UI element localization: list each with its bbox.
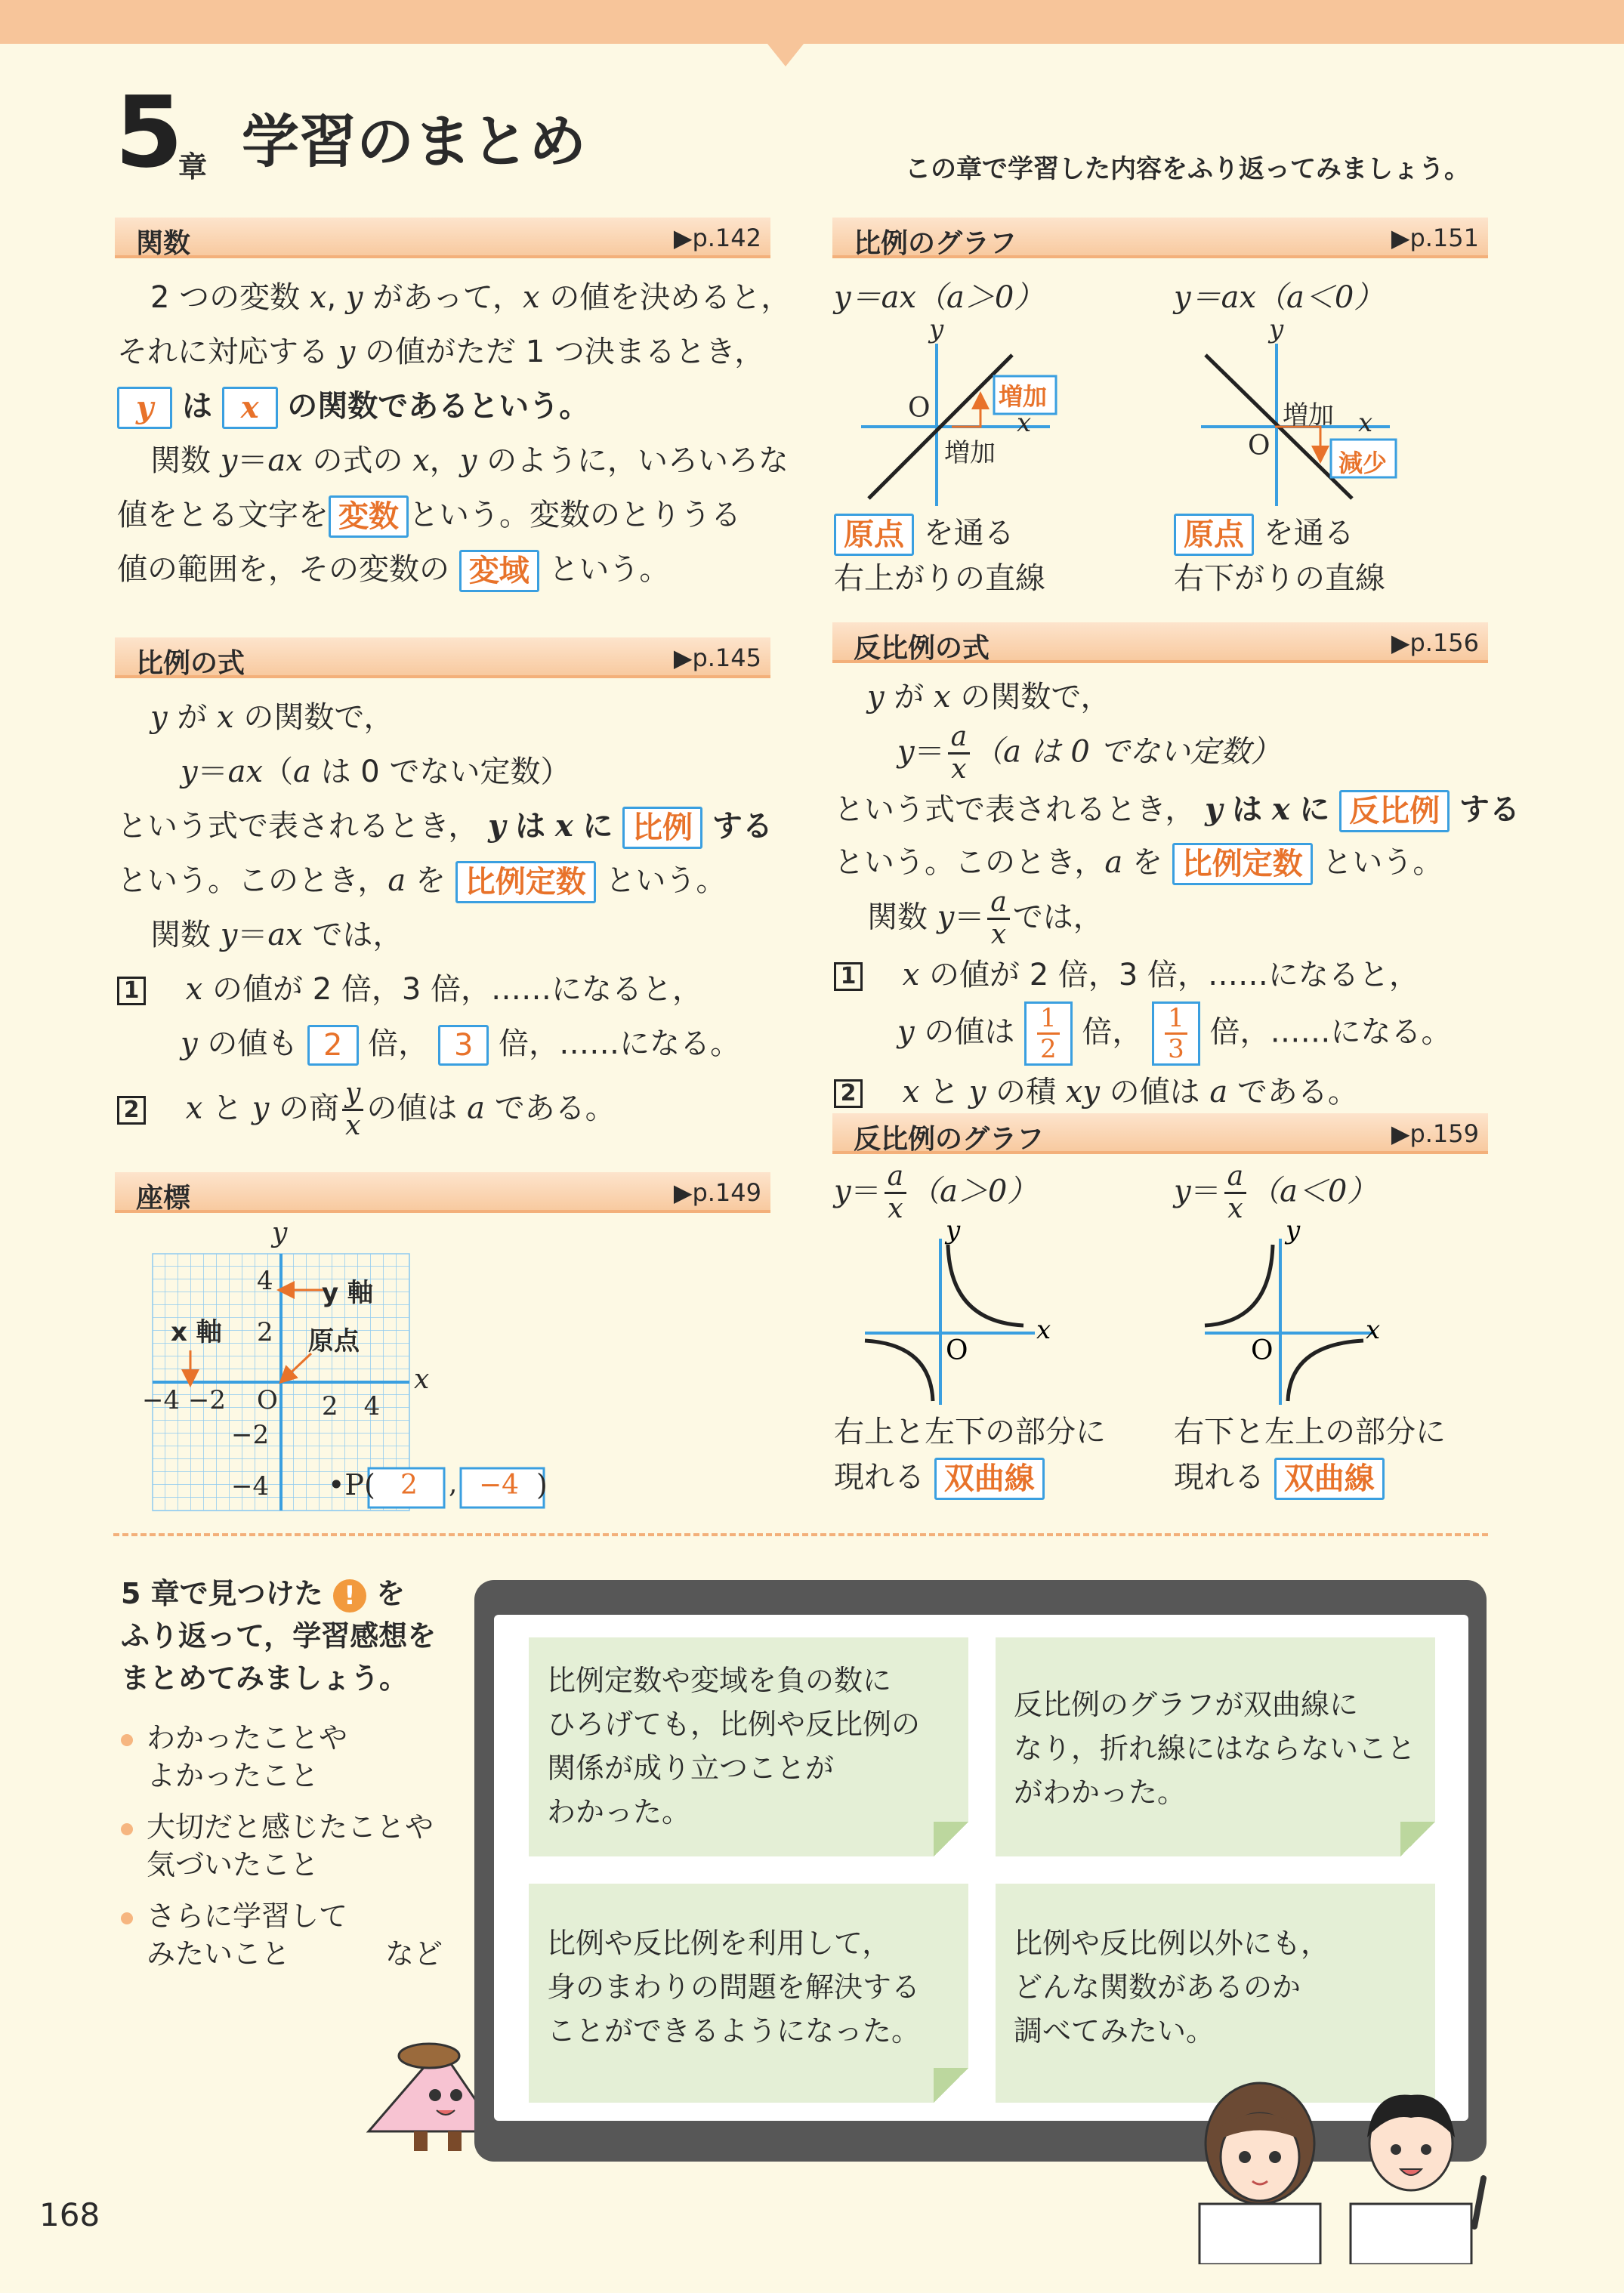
origin-label: 原点 xyxy=(308,1326,360,1356)
text: 右下がりの直線 xyxy=(1174,561,1385,596)
text: の値も xyxy=(207,1026,298,1061)
graph-desc-right xyxy=(1174,511,1385,601)
text: 反比例のグラフが双曲線に xyxy=(1014,1688,1359,1721)
text: さらに学習して xyxy=(147,1900,348,1933)
section-header-hanpirei-graph xyxy=(832,1113,1488,1154)
section-header-hirei-shiki xyxy=(115,637,770,678)
bullet-dot xyxy=(121,1734,133,1746)
text: である。 xyxy=(494,1091,616,1126)
hyperbola-desc-left xyxy=(834,1409,1106,1500)
chapter-number: 5 xyxy=(115,75,184,190)
text: 倍， xyxy=(1082,1014,1143,1050)
text: 倍， xyxy=(368,1026,429,1061)
text: を xyxy=(415,863,446,898)
text: 関係が成り立つことが xyxy=(547,1751,835,1785)
answer-box-2: 2 xyxy=(307,1025,358,1066)
text: 倍，……になる。 xyxy=(1209,1014,1452,1050)
origin-o: O xyxy=(257,1385,278,1415)
axis-x: x xyxy=(1017,408,1032,438)
text: （a は 0 でない定数） xyxy=(973,734,1281,770)
text: 調べてみたい。 xyxy=(1014,2014,1215,2048)
text: 身のまわりの問題を解決する xyxy=(547,1970,921,2004)
page-ref-link[interactable]: ▶p.159 xyxy=(1391,1119,1479,1148)
text: 大切だと感じたことや xyxy=(147,1810,434,1844)
item-number: 2 xyxy=(834,1079,863,1108)
answer-box-teisu: 比例定数 xyxy=(1172,843,1313,885)
top-notch xyxy=(767,44,804,66)
point-p-comma: , xyxy=(449,1468,458,1499)
text: 気づいたこと xyxy=(147,1848,320,1881)
axis-x: x xyxy=(1036,1315,1051,1345)
section-title: 反比例の式 xyxy=(854,633,990,664)
hyperbola-eq-left: y＝ $\frac{a}{x}$ （a＞0） xyxy=(834,1161,1038,1224)
text: の値が 2 倍，3 倍，……になると， xyxy=(212,972,703,1007)
text: と xyxy=(929,1075,959,1109)
top-banner xyxy=(0,0,1624,44)
answer-box-hensu: 変数 xyxy=(329,495,409,538)
origin-o: O xyxy=(908,393,931,424)
x-ticks-positive: 2 4 xyxy=(322,1391,381,1421)
text: 右下と左上の部分に xyxy=(1174,1415,1446,1449)
text: （ xyxy=(263,755,294,789)
page-ref-link[interactable]: ▶p.156 xyxy=(1391,628,1479,657)
text: 2 つの変数 xyxy=(150,280,301,315)
answer-box-hirei: 比例 xyxy=(622,807,702,849)
text: する xyxy=(712,809,773,844)
text: 関数 xyxy=(867,900,928,935)
section-title: 関数 xyxy=(136,228,191,259)
tick-minus2: −2 xyxy=(231,1420,270,1450)
axis-x: x xyxy=(1366,1315,1381,1345)
reflection-prompt xyxy=(121,1572,436,1699)
answer-box-heniki: 変域 xyxy=(459,550,539,592)
section-title: 比例のグラフ xyxy=(854,228,1017,259)
text: という。 xyxy=(605,863,727,898)
text: の値がただ 1 つ決まるとき， xyxy=(365,335,765,369)
exclamation-icon: ! xyxy=(333,1579,366,1613)
text: （a＜0） xyxy=(1249,1174,1378,1209)
point-p-y: −4 xyxy=(479,1470,520,1501)
text: それに対応する xyxy=(117,335,329,369)
text: は 0 でない定数） xyxy=(320,755,571,789)
text: の商 xyxy=(279,1091,340,1126)
item-number: 1 xyxy=(117,977,146,1005)
text: 関数 xyxy=(150,443,211,478)
hyperbola-desc-right xyxy=(1174,1409,1446,1500)
text: は xyxy=(515,809,546,844)
page-title: 学習のまとめ xyxy=(242,108,586,175)
text: では， xyxy=(1012,900,1104,935)
text: の関数で， xyxy=(243,700,394,735)
text: 現れる xyxy=(834,1460,925,1495)
page-ref-link[interactable]: ▶p.151 xyxy=(1391,224,1479,252)
section-title: 反比例のグラフ xyxy=(854,1124,1045,1155)
text: の関数であるという。 xyxy=(287,389,590,424)
graph-eq-right: y＝ax（a＜0） xyxy=(1174,280,1385,315)
answer-box-3: 3 xyxy=(438,1025,489,1066)
answer-box-sokyokusen: 双曲線 xyxy=(934,1458,1045,1500)
students-illustration xyxy=(1184,2068,1502,2264)
text: の値は xyxy=(366,1091,458,1126)
text: に xyxy=(582,809,613,844)
y-axis-label: y 軸 xyxy=(322,1278,373,1308)
text: を通る xyxy=(1263,516,1354,551)
answer-box-genten: 原点 xyxy=(834,514,914,556)
text: という。 xyxy=(548,552,670,587)
text: 値の範囲を，その変数の xyxy=(117,552,449,587)
impression-note-1 xyxy=(529,1637,968,1856)
text: ひろげても，比例や反比例の xyxy=(547,1708,921,1741)
tick-2: 2 xyxy=(257,1317,273,1347)
page-ref-link[interactable]: ▶p.145 xyxy=(673,643,761,672)
tick-minus4: −4 xyxy=(231,1471,270,1501)
answer-box-teisu: 比例定数 xyxy=(455,861,596,903)
y-label: y xyxy=(272,1217,288,1248)
x-label: x xyxy=(414,1364,430,1395)
text: など xyxy=(385,1937,443,1970)
text: の値は xyxy=(924,1014,1015,1050)
answer-box-sokyokusen: 双曲線 xyxy=(1274,1458,1385,1500)
text: がわかった。 xyxy=(1014,1776,1187,1809)
text: 比例や反比例を利用して， xyxy=(547,1927,891,1960)
text: では， xyxy=(312,918,403,952)
axis-y: y xyxy=(946,1216,961,1245)
text: 右上と左下の部分に xyxy=(834,1415,1106,1449)
point-p-x: 2 xyxy=(400,1470,418,1501)
page-ref-link[interactable]: ▶p.149 xyxy=(673,1178,761,1207)
answer-box-hanpirei: 反比例 xyxy=(1339,790,1450,832)
text: 関数 xyxy=(150,918,211,952)
text: 倍，……になる。 xyxy=(499,1026,741,1061)
text: という。 xyxy=(1322,845,1443,880)
impression-note-3 xyxy=(529,1884,968,2103)
hyperbola-graph-negative xyxy=(1201,1216,1428,1412)
text: を xyxy=(1132,845,1162,880)
graph-eq-left: y＝ax（a＞0） xyxy=(834,280,1045,315)
text: 比例や反比例以外にも， xyxy=(1014,1927,1330,1960)
axis-y: y xyxy=(1269,314,1284,344)
genshou-box: 減少 xyxy=(1338,449,1388,477)
text: 値をとる文字を xyxy=(117,498,329,532)
answer-box-genten: 原点 xyxy=(1174,514,1254,556)
answer-box-x: x xyxy=(222,387,278,429)
x-axis-label: x 軸 xyxy=(171,1317,222,1347)
point-p-label: •P( xyxy=(328,1468,375,1501)
text: を通る xyxy=(923,516,1014,551)
hanpirei-shiki-body: y が x の関数で， y＝ $\frac{a}{x}$ （a は 0 でない定数） という式で表されるとき， y は x に 反比例 する という。このとき，a を 比例定数 という。 関数 y＝ $\frac{a}{x}$ では， 1 x の値が 2 倍，3 倍，……になると， y の値は $\frac{1}{2}$ 倍， $\frac{1}{3}$ 倍，……になる。 2 x と y の積 xy の値は a である。 xyxy=(834,680,1520,1109)
text: という。変数のとりうる xyxy=(409,498,741,532)
item-number: 1 xyxy=(834,962,863,991)
text: 比例定数や変域を負の数に xyxy=(547,1664,892,1697)
text: と xyxy=(212,1091,242,1126)
text: のように，いろいろな xyxy=(486,443,789,478)
text: を xyxy=(376,1577,406,1610)
text: の積 xyxy=(996,1075,1057,1109)
text: みたいこと xyxy=(147,1937,291,1970)
section-title: 座標 xyxy=(136,1183,191,1214)
hyperbola-graph-positive xyxy=(861,1216,1088,1412)
answer-box-y: y xyxy=(117,387,172,429)
text: という式で表されるとき， xyxy=(117,809,479,844)
text: 右上がりの直線 xyxy=(834,561,1045,596)
hyperbola-eq-right: y＝ $\frac{a}{x}$ （a＜0） xyxy=(1174,1161,1378,1224)
text: である。 xyxy=(1237,1075,1358,1109)
bullet-list xyxy=(121,1719,443,1973)
text: という。このとき， xyxy=(834,845,1105,880)
intro-text: この章で学習した内容をふり返ってみましょう。 xyxy=(905,154,1470,184)
zouka-label: 増加 xyxy=(944,438,996,468)
bullet-dot xyxy=(121,1823,133,1835)
section-header-hirei-graph xyxy=(832,218,1488,258)
x-ticks-negative: −4 −2 xyxy=(142,1385,227,1415)
text: わかったことや xyxy=(147,1721,348,1754)
text: の値を決めると， xyxy=(549,280,792,315)
section-header-kansu xyxy=(115,218,770,258)
answer-frac-half: $\frac{1}{2}$ xyxy=(1024,1001,1073,1066)
chapter-unit: 章 xyxy=(178,150,208,184)
text: 5 章で見つけた xyxy=(121,1577,323,1610)
text: の式の xyxy=(312,443,403,478)
impression-note-2 xyxy=(996,1637,1435,1856)
proportion-graph-positive xyxy=(854,317,1110,514)
text: （a＞0） xyxy=(909,1174,1038,1209)
text: は xyxy=(181,389,212,424)
text: は xyxy=(1232,792,1263,827)
page-number: 168 xyxy=(39,2196,100,2233)
text: ことができるようになった。 xyxy=(547,2014,921,2048)
hirei-shiki-body: y が x の関数で， y＝ax（a は 0 でない定数） という式で表されるとき， y は x に 比例 する という。このとき，a を 比例定数 という。 関数 y＝ax では， 1 x の値が 2 倍，3 倍，……になると， y の値も 2 倍， 3 倍，……になる。 2 x と y の商 $\frac{y}{x}$ の値は a である。 xyxy=(117,700,773,1141)
section-divider xyxy=(113,1533,1488,1536)
axis-y: y xyxy=(929,314,944,344)
text: に xyxy=(1299,792,1330,827)
page-ref-link[interactable]: ▶p.142 xyxy=(673,224,761,252)
text: どんな関数があるのか xyxy=(1014,1970,1301,2004)
coordinate-plane-figure xyxy=(136,1216,650,1518)
point-p-close: ) xyxy=(536,1468,548,1501)
text: の値が 2 倍，3 倍，……になると， xyxy=(929,958,1420,992)
text: ふり返って，学習感想を xyxy=(121,1619,437,1653)
origin-o: O xyxy=(1251,1335,1274,1366)
bullet-dot xyxy=(121,1912,133,1924)
section-header-hanpirei-shiki xyxy=(832,622,1488,663)
text: の関数で， xyxy=(960,680,1111,714)
origin-o: O xyxy=(1248,431,1270,461)
text: なり，折れ線にはならないこと xyxy=(1014,1732,1416,1765)
origin-o: O xyxy=(946,1335,968,1366)
section-title: 比例の式 xyxy=(136,648,245,679)
text: の値は xyxy=(1109,1075,1200,1109)
zouka-label: 増加 xyxy=(1283,400,1334,431)
axis-x: x xyxy=(1358,408,1373,438)
text: があって， xyxy=(372,280,523,315)
text: という。このとき， xyxy=(117,863,388,898)
zouka-box: 増加 xyxy=(999,382,1048,411)
answer-frac-third: $\frac{1}{3}$ xyxy=(1152,1001,1200,1066)
text: よかったこと xyxy=(147,1759,320,1792)
axis-y: y xyxy=(1286,1216,1301,1245)
text: まとめてみましょう。 xyxy=(121,1662,409,1695)
text: が xyxy=(177,700,208,735)
text: 現れる xyxy=(1174,1460,1264,1495)
text: が xyxy=(894,680,925,714)
text: する xyxy=(1459,792,1520,827)
note-fold-shadow xyxy=(1400,1822,1435,1856)
item-number: 2 xyxy=(117,1096,146,1125)
kansu-body: 2 つの変数 x, y があって，x の値を決めると， それに対応する y の値がただ 1 つ決まるとき， y は x の関数であるという。 関数 y＝ax の式の x，y のように，いろいろな 値をとる文字を 変数 という。変数のとりうる 値の範囲を，その変数の 変域 という。 xyxy=(117,270,791,597)
note-fold-shadow xyxy=(934,2068,968,2103)
tick-4: 4 xyxy=(257,1266,273,1296)
graph-desc-left xyxy=(834,511,1045,601)
text: わかった。 xyxy=(547,1795,691,1829)
text: という式で表されるとき， xyxy=(834,792,1196,827)
section-header-zahyo xyxy=(115,1172,770,1213)
note-fold-shadow xyxy=(934,1822,968,1856)
